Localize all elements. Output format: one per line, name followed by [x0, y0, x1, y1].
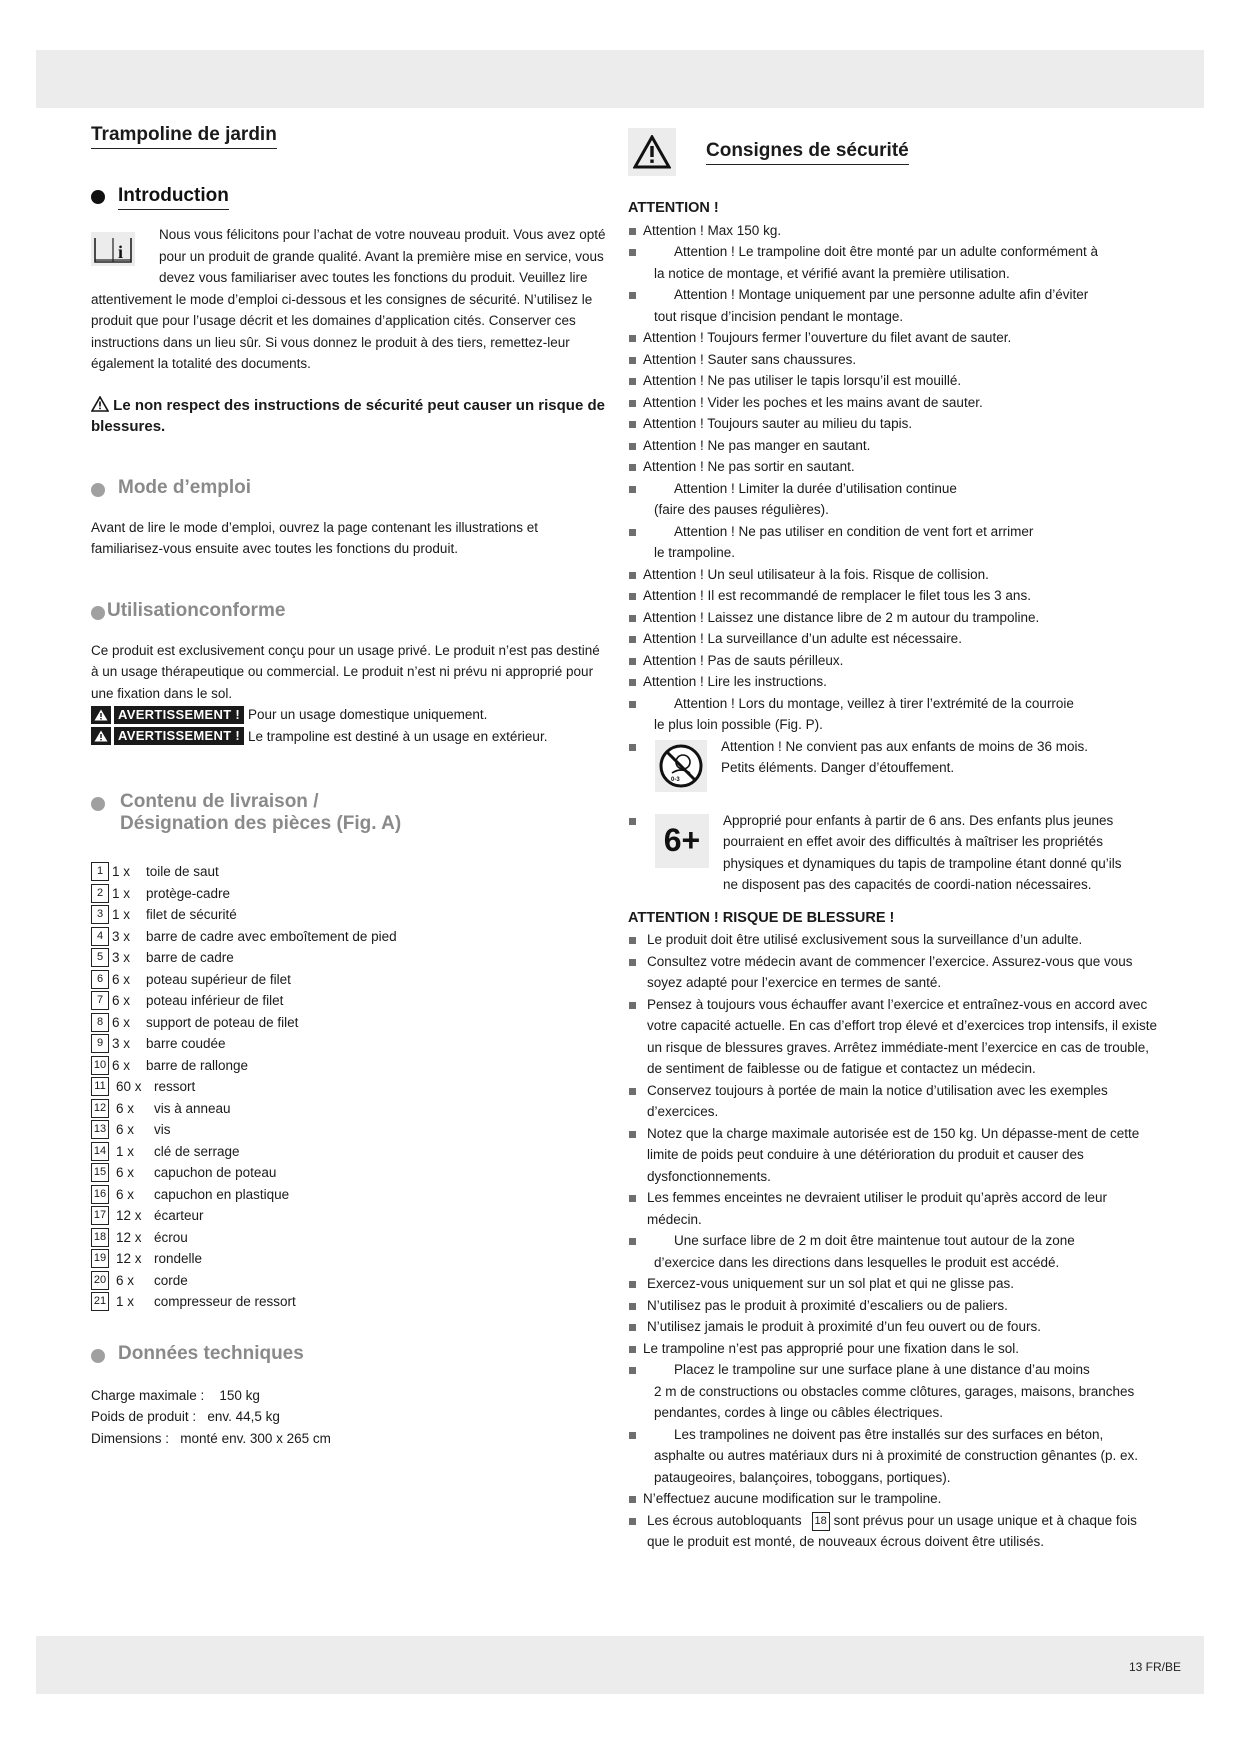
part-number-badge: 3 — [91, 905, 109, 924]
part-quantity: 6 x — [112, 1057, 131, 1073]
part-name: ressort — [154, 1079, 196, 1095]
list-item: Attention ! Vider les poches et les mains avant de sauter. — [628, 392, 1158, 414]
part-quantity: 1 x — [116, 1294, 135, 1310]
part-row — [91, 947, 611, 969]
mode-heading: Mode d’emploi — [91, 477, 611, 499]
part-name: écarteur — [154, 1208, 204, 1224]
risk-list-b — [628, 1230, 1158, 1273]
list-item: Les écrous autobloquants 18 sont prévus pour un usage unique et à chaque fois que le produit est monté, de nouveaux écrous doivent être utilisés. — [628, 1510, 1158, 1553]
risk-list — [628, 929, 1158, 1230]
part-name: barre de cadre avec emboîtement de pied — [146, 928, 397, 944]
part-quantity: 6 x — [116, 1272, 135, 1288]
warning-row-2 — [91, 726, 611, 748]
list-item: N’utilisez pas le produit à proximité d’escaliers ou de paliers. — [628, 1295, 1158, 1317]
age-warning-item — [628, 736, 1158, 792]
safety-heading: Consignes de sécurité — [628, 128, 1158, 176]
list-item: Attention ! Ne pas manger en sautant. — [628, 435, 1158, 457]
risk-list-f — [628, 1488, 1158, 1510]
warning-triangle-icon — [91, 396, 109, 412]
list-item: N’effectuez aucune modification sur le trampoline. — [628, 1488, 1158, 1510]
part-name: rondelle — [154, 1251, 203, 1267]
part-row — [91, 1227, 611, 1249]
part-name: compresseur de ressort — [154, 1294, 296, 1310]
bullet-icon — [91, 797, 105, 811]
parts-list — [91, 861, 611, 1313]
list-item: Attention ! Limiter la durée d’utilisation continue (faire des pauses régulières). — [628, 478, 1158, 521]
part-number-badge: 21 — [91, 1292, 109, 1311]
list-item: Attention ! La surveillance d’un adulte est nécessaire. — [628, 628, 1158, 650]
part-quantity: 6 x — [116, 1100, 135, 1116]
left-column — [91, 120, 611, 1449]
part-row — [91, 1012, 611, 1034]
part-number-badge: 11 — [91, 1077, 109, 1096]
warning-triangle-icon — [91, 706, 111, 724]
list-item: Conservez toujours à portée de main la notice d’utilisation avec les exemples d’exercices. — [628, 1080, 1158, 1123]
svg-text:0-3: 0-3 — [671, 776, 680, 783]
risk-list-e — [628, 1359, 1158, 1488]
part-quantity: 3 x — [112, 928, 131, 944]
list-item: Attention ! Sauter sans chaussures. — [628, 349, 1158, 371]
warning-text-1: Pour un usage domestique uniquement. — [248, 707, 488, 722]
mode-text: Avant de lire le mode d’emploi, ouvrez la page contenant les illustrations et familiarisez-vous ensuite avec toutes les fonctions du produit. — [91, 519, 539, 556]
part-number-badge: 15 — [91, 1163, 109, 1182]
part-row — [91, 883, 611, 905]
part-quantity: 1 x — [112, 907, 131, 923]
list-item: Attention ! Max 150 kg. — [628, 220, 1158, 242]
part-row — [91, 1119, 611, 1141]
part-number-badge: 2 — [91, 884, 109, 903]
tech-weight: Poids de produit : env. 44,5 kg — [91, 1409, 280, 1424]
part-number-badge: 7 — [91, 991, 109, 1010]
part-row — [91, 969, 611, 991]
part-name: toile de saut — [146, 864, 219, 880]
list-item: Attention ! Ne pas sortir en sautant. — [628, 456, 1158, 478]
part-row — [91, 904, 611, 926]
bullet-icon — [91, 190, 105, 204]
part-number-badge: 18 — [812, 1512, 830, 1531]
list-item: Attention ! Ne pas utiliser le tapis lorsqu’il est mouillé. — [628, 370, 1158, 392]
part-row — [91, 926, 611, 948]
risk-list-nuts — [628, 1510, 1158, 1553]
part-quantity: 1 x — [112, 864, 131, 880]
contents-heading: Contenu de livraison / Désignation des pièces (Fig. A) — [91, 791, 611, 835]
introduction-text: Nous vous félicitons pour l’achat de votre nouveau produit. Vous avez opté pour un produit de grande qualité. Avant la première mise en service, vous devez vous familiariser avec toutes les fonctions du produit. Veuillez lire attentivement le mode d’emploi ci-dessous et les consignes de sécurité. N’utilisez le produit que pour l’usage décrit et les domaines d’application cités. Conserver ces instructions dans un lieu sûr. Si vous donnez le produit à des tiers, remettez-leur également la totalité des documents. — [91, 227, 606, 371]
part-number-badge: 16 — [91, 1185, 109, 1204]
part-name: support de poteau de filet — [146, 1014, 299, 1030]
part-name: filet de sécurité — [146, 907, 237, 923]
six-plus-text: Approprié pour enfants à partir de 6 ans. Des enfants plus jeunes pourraient en effet avoir des difficultés à maîtriser les propriétés physiques et dynamiques du tapis de trampoline étant donné qu’ils ne disposent pas des capacités de coordi-nation nécessaires. — [723, 812, 1122, 892]
page-title: Trampoline de jardin — [91, 124, 277, 149]
list-item: Attention ! Le trampoline doit être monté par un adulte conformément à la notice de montage, et vérifié avant la première utilisation. — [628, 241, 1158, 284]
part-number-badge: 1 — [91, 862, 109, 881]
warning-triangle-icon — [91, 727, 111, 745]
book-info-icon — [91, 232, 135, 266]
part-number-badge: 17 — [91, 1206, 109, 1225]
usage-text: Ce produit est exclusivement conçu pour un usage privé. Le produit n’est pas destiné à un usage thérapeutique ou commercial. Le produit n’est ni prévu ni approprié pour une fixation dans le sol. — [91, 642, 600, 701]
part-quantity: 6 x — [116, 1122, 135, 1138]
part-row — [91, 990, 611, 1012]
age-warning-text-2: Petits éléments. Danger d’étouffement. — [721, 760, 955, 775]
list-item: Attention ! Ne pas utiliser en condition de vent fort et arrimer le trampoline. — [628, 521, 1158, 564]
part-number-badge: 6 — [91, 970, 109, 989]
list-item: Attention ! Lors du montage, veillez à tirer l’extrémité de la courroie le plus loin possible (Fig. P). — [628, 693, 1158, 736]
part-row — [91, 1270, 611, 1292]
part-name: écrou — [154, 1229, 188, 1245]
part-row — [91, 1141, 611, 1163]
part-number-badge: 18 — [91, 1228, 109, 1247]
part-number-badge: 20 — [91, 1271, 109, 1290]
list-item: Attention ! Toujours sauter au milieu du tapis. — [628, 413, 1158, 435]
list-item: Le produit doit être utilisé exclusivement sous la surveillance d’un adulte. — [628, 929, 1158, 951]
svg-text:i: i — [118, 242, 124, 262]
part-quantity: 6 x — [116, 1186, 135, 1202]
part-quantity: 12 x — [116, 1229, 142, 1245]
part-row — [91, 1205, 611, 1227]
list-item: Attention ! Un seul utilisateur à la fois. Risque de collision. — [628, 564, 1158, 586]
introduction-warning: Le non respect des instructions de sécurité peut causer un risque de blessures. — [91, 396, 605, 435]
risk-heading: ATTENTION ! RISQUE DE BLESSURE ! — [628, 909, 895, 926]
list-item: Attention ! Lire les instructions. — [628, 671, 1158, 693]
list-item: Le trampoline n’est pas approprié pour une fixation dans le sol. — [628, 1338, 1158, 1360]
header-band — [36, 50, 1204, 108]
part-name: barre de rallonge — [146, 1057, 249, 1073]
part-quantity: 6 x — [112, 1014, 131, 1030]
part-quantity: 12 x — [116, 1208, 142, 1224]
list-item: Attention ! Il est recommandé de remplacer le filet tous les 3 ans. — [628, 585, 1158, 607]
attention-list — [628, 220, 1158, 736]
part-quantity: 6 x — [112, 971, 131, 987]
part-quantity: 1 x — [116, 1143, 135, 1159]
part-number-badge: 13 — [91, 1120, 109, 1139]
part-name: vis à anneau — [154, 1100, 231, 1116]
warning-text-2: Le trampoline est destiné à un usage en extérieur. — [248, 728, 548, 744]
six-plus-item — [628, 810, 1158, 896]
risk-list-d — [628, 1338, 1158, 1360]
part-number-badge: 10 — [91, 1056, 109, 1075]
part-quantity: 6 x — [116, 1165, 135, 1181]
part-name: poteau supérieur de filet — [146, 971, 291, 987]
warning-badge: AVERTISSEMENT ! — [91, 727, 244, 745]
introduction-block — [91, 224, 611, 375]
footer-band — [36, 1636, 1204, 1694]
right-column — [628, 128, 1158, 1553]
part-row — [91, 1055, 611, 1077]
list-item: Placez le trampoline sur une surface plane à une distance d’au moins 2 m de constructions ou obstacles comme clôtures, garages, maisons, branches pendantes, cordes à linge ou câbles électriques. — [628, 1359, 1158, 1424]
bullet-icon — [91, 483, 105, 497]
tech-data — [91, 1385, 611, 1450]
part-name: protège-cadre — [146, 885, 231, 901]
list-item: N’utilisez jamais le produit à proximité d’un feu ouvert ou de fours. — [628, 1316, 1158, 1338]
part-quantity: 3 x — [112, 1036, 131, 1052]
part-name: capuchon de poteau — [154, 1165, 277, 1181]
part-quantity: 12 x — [116, 1251, 142, 1267]
part-number-badge: 14 — [91, 1142, 109, 1161]
usage-heading: Utilisationconforme — [91, 600, 611, 622]
part-row — [91, 1184, 611, 1206]
part-name: vis — [154, 1122, 171, 1138]
list-item: Attention ! Laissez une distance libre de 2 m autour du trampoline. — [628, 607, 1158, 629]
part-row — [91, 1162, 611, 1184]
part-row — [91, 1033, 611, 1055]
part-name: clé de serrage — [154, 1143, 240, 1159]
part-name: poteau inférieur de filet — [146, 993, 284, 1009]
list-item: Attention ! Pas de sauts périlleux. — [628, 650, 1158, 672]
tech-heading: Données techniques — [91, 1343, 611, 1365]
list-item: Attention ! Montage uniquement par une personne adulte afin d’éviter tout risque d’incision pendant le montage. — [628, 284, 1158, 327]
warning-badge: AVERTISSEMENT ! — [91, 706, 244, 724]
list-item: Consultez votre médecin avant de commencer l’exercice. Assurez-vous que vous soyez adapté pour l’exercice en termes de santé. — [628, 951, 1158, 994]
bullet-icon — [91, 606, 105, 620]
part-number-badge: 8 — [91, 1013, 109, 1032]
part-name: barre de cadre — [146, 950, 234, 966]
list-item: Exercez-vous uniquement sur un sol plat et qui ne glisse pas. — [628, 1273, 1158, 1295]
list-item: Une surface libre de 2 m doit être maintenue tout autour de la zone d’exercice dans les directions dans lesquelles le produit est accédé. — [628, 1230, 1158, 1273]
age-warning-text-1: Attention ! Ne convient pas aux enfants de moins de 36 mois. — [721, 738, 1088, 754]
tech-charge: Charge maximale : 150 kg — [91, 1387, 260, 1403]
page-number: 13 FR/BE — [1128, 1660, 1181, 1674]
part-name: barre coudée — [146, 1036, 226, 1052]
list-item: Pensez à toujours vous échauffer avant l’exercice et entraînez-vous en accord avec votre capacité actuelle. En cas d’effort trop élevé et d’exercices trop intensifs, il existe un risque de blessures graves. Arrêtez immédiate-ment l’exercice en cas de trouble, de sentiment de faiblesse ou de fatigue et contactez un médecin. — [628, 994, 1158, 1080]
warning-triangle-icon — [628, 128, 676, 176]
part-row — [91, 861, 611, 883]
part-row — [91, 1098, 611, 1120]
part-name: capuchon en plastique — [154, 1186, 290, 1202]
age-6-plus-icon: 6+ — [655, 814, 709, 868]
tech-dimensions: Dimensions : monté env. 300 x 265 cm — [91, 1430, 331, 1446]
part-number-badge: 4 — [91, 927, 109, 946]
part-row — [91, 1076, 611, 1098]
attention-heading: ATTENTION ! — [628, 200, 719, 216]
part-row — [91, 1291, 611, 1313]
part-quantity: 6 x — [112, 993, 131, 1009]
warning-row-1 — [91, 704, 611, 726]
introduction-heading: Introduction — [91, 185, 611, 210]
part-number-badge: 9 — [91, 1034, 109, 1053]
part-number-badge: 12 — [91, 1099, 109, 1118]
list-item: Les femmes enceintes ne devraient utiliser le produit qu’après accord de leur médecin. — [628, 1187, 1158, 1230]
part-row — [91, 1248, 611, 1270]
bullet-icon — [91, 1349, 105, 1363]
list-item: Les trampolines ne doivent pas être installés sur des surfaces en béton, asphalte ou autres matériaux durs ni à proximité de construction gênantes (p. ex. pataugeoires, balançoires, toboggans, portiques). — [628, 1424, 1158, 1489]
part-quantity: 1 x — [112, 885, 131, 901]
part-name: corde — [154, 1272, 188, 1288]
part-number-badge: 5 — [91, 948, 109, 967]
no-under-3-icon — [655, 740, 707, 792]
list-item: Notez que la charge maximale autorisée est de 150 kg. Un dépasse-ment de cette limite de poids peut conduire à une détérioration du produit et causer des dysfonctionnements. — [628, 1123, 1158, 1188]
list-item: Attention ! Toujours fermer l’ouverture du filet avant de sauter. — [628, 327, 1158, 349]
risk-list-c — [628, 1273, 1158, 1338]
part-quantity: 60 x — [116, 1079, 142, 1095]
part-quantity: 3 x — [112, 950, 131, 966]
part-number-badge: 19 — [91, 1249, 109, 1268]
